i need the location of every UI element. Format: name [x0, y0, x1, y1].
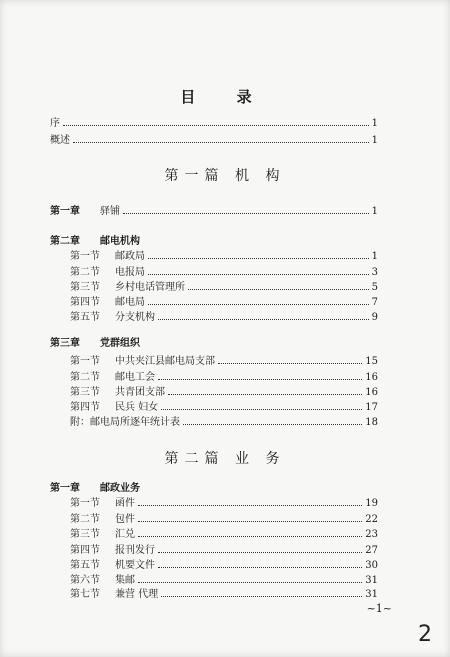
toc-page: 18: [365, 417, 378, 428]
toc-row-section: [70, 356, 378, 368]
page-number-footer: ~1~: [366, 602, 392, 615]
leader-dots: [148, 274, 369, 275]
leader-dots: [158, 552, 362, 553]
section-number: 第四节: [70, 402, 100, 413]
chapter-heading: [50, 232, 140, 247]
section-number: 第四节: [70, 545, 100, 556]
toc-row-section: [70, 514, 378, 526]
leader-dots: [158, 567, 362, 568]
chapter-label: 邮电机构: [100, 236, 140, 247]
toc-row-section: [70, 545, 378, 557]
leader-dots: [73, 142, 369, 143]
leader-dots: [158, 319, 369, 320]
leader-dots: [161, 596, 362, 597]
handwritten-number: 2: [418, 622, 432, 647]
toc-page: 31: [365, 575, 378, 586]
section-number: 第二节: [70, 372, 100, 383]
toc-row-section: [70, 575, 378, 587]
leader-dots: [138, 536, 362, 537]
section-label: 民兵 妇女: [115, 402, 159, 413]
toc-page: 27: [365, 545, 378, 556]
chapter-heading: [50, 479, 140, 494]
section-number: 第六节: [70, 575, 100, 586]
section-number: 第一节: [70, 251, 100, 262]
section-number: 第四节: [70, 297, 100, 308]
toc-page: 3: [371, 267, 378, 278]
toc-row-preface: [50, 118, 378, 130]
toc-page: 15: [365, 356, 378, 367]
leader-dots: [138, 505, 362, 506]
part-heading: 第二篇 业 务: [164, 451, 286, 467]
leader-dots: [138, 582, 362, 583]
chapter-number: 第三章: [50, 338, 80, 349]
section-label: 机要文件: [115, 560, 155, 571]
toc-row-section: [70, 251, 378, 263]
toc-row-section: [70, 372, 378, 384]
toc-row-section: [70, 282, 378, 294]
toc-page: 22: [365, 514, 378, 525]
section-label: 兼营 代理: [115, 589, 159, 600]
toc-page: 16: [365, 372, 378, 383]
chapter-number: 第一章: [50, 483, 80, 494]
leader-dots: [63, 125, 369, 126]
toc-page: 23: [365, 529, 378, 540]
toc-page: 1: [371, 118, 378, 129]
toc-row-section: [70, 589, 378, 601]
toc-page: 30: [365, 560, 378, 571]
leader-dots: [123, 213, 369, 214]
toc-row-section: [70, 387, 378, 399]
toc-page: 16: [365, 387, 378, 398]
section-number: 第二节: [70, 514, 100, 525]
section-number: 第二节: [70, 267, 100, 278]
chapter-label: 驿铺: [100, 206, 120, 217]
section-number: 第三节: [70, 387, 100, 398]
section-label: 邮政局: [115, 251, 145, 262]
toc-row-section: [70, 312, 378, 324]
section-number: 第七节: [70, 589, 100, 600]
leader-dots: [148, 304, 369, 305]
section-label: 邮电工会: [115, 372, 155, 383]
toc-page: 1: [371, 135, 378, 146]
section-label: 乡村电话管理所: [115, 282, 185, 293]
toc-row-section: [70, 560, 378, 572]
chapter-label: 邮政业务: [100, 483, 140, 494]
leader-dots: [148, 258, 369, 259]
chapter-number: 第二章: [50, 236, 80, 247]
part-heading: 第一篇 机 构: [164, 168, 286, 184]
chapter-number: 第一章: [50, 206, 80, 217]
toc-label: 概述: [50, 135, 70, 146]
toc-page: 17: [365, 402, 378, 413]
chapter-heading: [50, 334, 140, 349]
section-number: 第一节: [70, 356, 100, 367]
toc-page: 19: [365, 498, 378, 509]
section-number: 第一节: [70, 498, 100, 509]
toc-row-section: [70, 297, 378, 309]
toc-row-section: [70, 529, 378, 541]
toc-label: 序: [50, 118, 60, 129]
section-label: 汇兑: [115, 529, 135, 540]
toc-row-overview: [50, 135, 378, 147]
section-label: 中共夹江县邮电局支部: [115, 356, 215, 367]
leader-dots: [218, 363, 362, 364]
toc-row-appendix: [70, 417, 378, 429]
leader-dots: [161, 409, 362, 410]
toc-page: 7: [371, 297, 378, 308]
section-label: 集邮: [115, 575, 135, 586]
section-label: 包件: [115, 514, 135, 525]
toc-row-section: [70, 402, 378, 414]
section-label: 函件: [115, 498, 135, 509]
leader-dots: [158, 379, 362, 380]
toc-page: 5: [371, 282, 378, 293]
toc-row-section: [70, 498, 378, 510]
toc-row-section: [70, 267, 378, 279]
section-label: 分支机构: [115, 312, 155, 323]
appendix-label: 附：邮电局所逐年统计表: [70, 417, 180, 428]
toc-page: 9: [371, 312, 378, 323]
leader-dots: [188, 289, 369, 290]
section-label: 共青团支部: [115, 387, 165, 398]
chapter-label: 党群组织: [100, 338, 140, 349]
section-number: 第五节: [70, 560, 100, 571]
page-title: 目 录: [180, 88, 270, 106]
toc-row-chapter: [50, 206, 378, 218]
section-label: 邮电局: [115, 297, 145, 308]
section-label: 电报局: [115, 267, 145, 278]
toc-page: 1: [371, 251, 378, 262]
leader-dots: [168, 394, 362, 395]
section-number: 第三节: [70, 529, 100, 540]
section-number: 第五节: [70, 312, 100, 323]
section-number: 第三节: [70, 282, 100, 293]
leader-dots: [183, 424, 362, 425]
toc-page: 1: [371, 206, 378, 217]
section-label: 报刊发行: [115, 545, 155, 556]
leader-dots: [138, 521, 362, 522]
toc-page: 31: [365, 589, 378, 600]
